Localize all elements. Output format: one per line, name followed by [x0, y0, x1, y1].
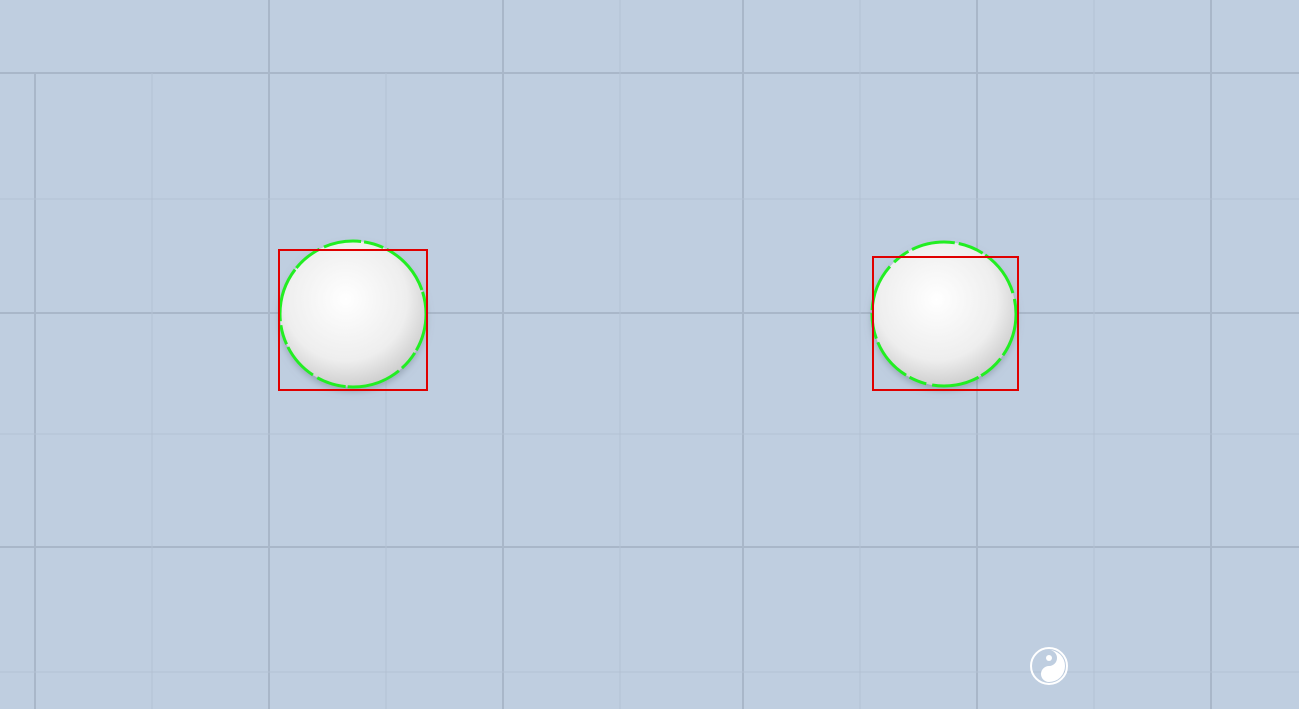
mfds-logo	[1030, 647, 1080, 685]
mfds-emblem-icon	[1030, 647, 1068, 685]
pill-sp	[279, 241, 427, 390]
pill-tl	[872, 242, 1018, 390]
